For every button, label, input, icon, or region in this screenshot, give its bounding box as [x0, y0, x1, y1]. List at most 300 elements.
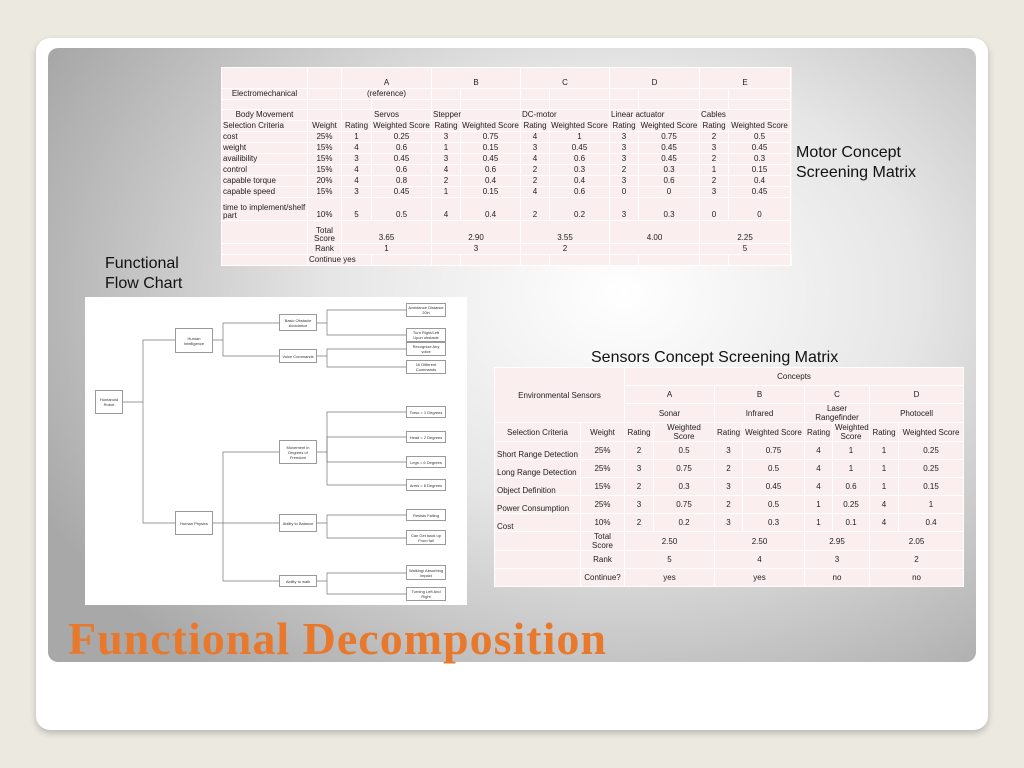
- criteria-weight: 15%: [308, 187, 342, 198]
- score-cell: 0.5: [372, 198, 432, 221]
- continue-value: yes: [625, 569, 715, 587]
- concept-letter: B: [432, 68, 521, 89]
- score-cell: 0.4: [461, 176, 521, 187]
- score-cell: 0.6: [550, 154, 610, 165]
- flow-node-ability-to-walk: Ability to walk: [279, 575, 317, 587]
- flow-node-turn-on-obstacle: Turn Right/Left Upon obstacle: [406, 328, 446, 342]
- criteria-name: weight: [222, 143, 308, 154]
- score-cell: 0.3: [729, 154, 791, 165]
- score-cell: 2: [521, 165, 550, 176]
- blank-cell: [550, 89, 610, 100]
- criteria-row: [222, 187, 792, 198]
- flow-label-line2: Flow Chart: [105, 275, 183, 292]
- flow-node-head: Head = 2 Degrees: [406, 431, 446, 443]
- total-score: 4.00: [610, 221, 700, 244]
- score-cell: 0: [610, 187, 639, 198]
- slide-title: Functional Decomposition: [68, 613, 607, 664]
- total-score: 2.25: [700, 221, 791, 244]
- criteria-weight: 15%: [581, 478, 625, 496]
- blank-cell: [222, 68, 308, 89]
- blank-cell: [308, 89, 342, 100]
- motor-total-row: [222, 221, 792, 244]
- score-cell: 0.3: [654, 478, 715, 496]
- reference-label: (reference): [342, 89, 432, 100]
- concept-letter: D: [610, 68, 700, 89]
- flow-node-movement-dof: Movement in Degrees of Freedom: [279, 440, 317, 464]
- total-score: 3.65: [342, 221, 432, 244]
- total-score: 2.50: [715, 532, 805, 551]
- score-cell: 0.8: [372, 176, 432, 187]
- score-cell: 0.2: [550, 198, 610, 221]
- score-cell: 0: [700, 198, 729, 221]
- blank-cell: [222, 100, 308, 110]
- flow-node-legs: Legs = 6 Degrees: [406, 456, 446, 468]
- criteria-row: [222, 132, 792, 143]
- rank-value: 2: [870, 551, 964, 569]
- motor-label-line2: Screening Matrix: [796, 164, 917, 181]
- score-cell: 4: [342, 176, 372, 187]
- score-cell: 3: [625, 460, 654, 478]
- blank-cell: [639, 89, 700, 100]
- blank-cell: [610, 89, 639, 100]
- rank-label: Rank: [308, 244, 342, 255]
- score-cell: 1: [342, 132, 372, 143]
- score-cell: 3: [610, 154, 639, 165]
- blank-cell: [729, 89, 791, 100]
- criteria-row: [222, 154, 792, 165]
- blank-cell: [372, 100, 432, 110]
- score-cell: 3: [521, 143, 550, 154]
- score-cell: 3: [715, 514, 743, 532]
- blank-cell: [495, 551, 581, 569]
- score-cell: 0.45: [461, 154, 521, 165]
- motor-matrix-label: [796, 143, 916, 183]
- blank-cell: [639, 255, 700, 266]
- motor-concept-row: [222, 110, 792, 121]
- flow-chart-label: [105, 254, 182, 294]
- criteria-row: [222, 198, 792, 221]
- flow-node-ability-to-balance: Ability to Balance: [279, 514, 317, 532]
- score-cell: 4: [805, 442, 833, 460]
- concept-name: DC-motor: [521, 110, 610, 121]
- sensor-rank-row: [495, 551, 964, 569]
- score-cell: 0.45: [729, 143, 791, 154]
- score-cell: 0: [729, 198, 791, 221]
- concept-letter: B: [715, 386, 805, 404]
- total-score: 3.55: [521, 221, 610, 244]
- header-weighted: Weighted Score: [729, 121, 791, 132]
- blank-cell: [639, 100, 700, 110]
- score-cell: 0.75: [654, 460, 715, 478]
- rank-value: [610, 244, 700, 255]
- blank-cell: [700, 255, 729, 266]
- blank-cell: [308, 100, 342, 110]
- motor-label-line1: Motor Concept: [796, 144, 901, 161]
- score-cell: 0: [639, 187, 700, 198]
- total-score: 2.95: [805, 532, 870, 551]
- score-cell: 3: [715, 442, 743, 460]
- blank-cell: [461, 89, 521, 100]
- blank-cell: [791, 255, 792, 266]
- category-label: Body Movement: [222, 110, 308, 121]
- blank-cell: [521, 255, 550, 266]
- criteria-row: [222, 143, 792, 154]
- score-cell: 0.45: [743, 478, 805, 496]
- blank-cell: [461, 100, 521, 110]
- score-cell: 0.5: [743, 460, 805, 478]
- total-label: Total Score: [581, 532, 625, 551]
- criteria-row: [495, 496, 964, 514]
- score-cell: 2: [521, 176, 550, 187]
- score-cell: 0.15: [461, 187, 521, 198]
- concept-name: Stepper: [432, 110, 521, 121]
- criteria-name: availibility: [222, 154, 308, 165]
- score-cell: 2: [625, 442, 654, 460]
- score-cell: 3: [342, 187, 372, 198]
- category-label: Electromechanical: [222, 89, 308, 100]
- continue-label: Continue?: [581, 569, 625, 587]
- score-cell: 0.3: [639, 198, 700, 221]
- flow-node-recognize-voice: Recognize Any voice: [406, 342, 446, 356]
- score-cell: 2: [625, 478, 654, 496]
- score-cell: 4: [342, 143, 372, 154]
- blank-cell: [610, 255, 639, 266]
- score-cell: 0.45: [372, 187, 432, 198]
- functional-flow-chart: [85, 297, 467, 605]
- header-weighted: Weighted Score: [639, 121, 700, 132]
- criteria-weight: 25%: [581, 442, 625, 460]
- flow-node-human-intelligence: Human Intelligence: [175, 328, 213, 353]
- score-cell: 3: [342, 154, 372, 165]
- header-criteria: Selection Criteria: [222, 121, 308, 132]
- score-cell: 0.4: [899, 514, 964, 532]
- rank-value: 5: [625, 551, 715, 569]
- score-cell: 2: [610, 165, 639, 176]
- score-cell: 1: [833, 442, 870, 460]
- concept-letter: E: [700, 68, 791, 89]
- blank-cell: [495, 532, 581, 551]
- blank-cell: [550, 255, 610, 266]
- sensors-screening-matrix: [494, 367, 964, 587]
- concept-name: Infrared: [715, 404, 805, 423]
- flow-node-avoidance-distance: Avoidance Distance 20in: [406, 303, 446, 317]
- sensors-matrix-label: Sensors Concept Screening Matrix: [591, 349, 839, 366]
- score-cell: 0.4: [729, 176, 791, 187]
- concept-letter: D: [870, 386, 964, 404]
- header-rating: Rating: [700, 121, 729, 132]
- score-cell: 0.4: [461, 198, 521, 221]
- flow-node-human-physics: Human Physics: [175, 511, 213, 535]
- score-cell: 3: [610, 198, 639, 221]
- sensor-total-row: [495, 532, 964, 551]
- score-cell: 3: [700, 143, 729, 154]
- score-cell: 1: [550, 132, 610, 143]
- concept-letter: A: [342, 68, 432, 89]
- score-cell: 1: [432, 143, 461, 154]
- header-criteria: Selection Criteria: [495, 423, 581, 442]
- criteria-row: [495, 442, 964, 460]
- sensor-concepts-row: [495, 368, 964, 386]
- concepts-label: Concepts: [625, 368, 964, 386]
- score-cell: 1: [870, 460, 899, 478]
- score-cell: 3: [432, 132, 461, 143]
- criteria-row: [495, 460, 964, 478]
- motor-header-row: [222, 121, 792, 132]
- criteria-weight: 25%: [308, 132, 342, 143]
- score-cell: 2: [521, 198, 550, 221]
- blank-cell: [432, 255, 461, 266]
- score-cell: 2: [432, 176, 461, 187]
- criteria-weight: 25%: [581, 460, 625, 478]
- score-cell: 4: [870, 496, 899, 514]
- score-cell: 2: [700, 154, 729, 165]
- criteria-name: time to implement/shelf part: [222, 198, 308, 221]
- blank-cell: [222, 255, 308, 266]
- blank-cell: [700, 89, 729, 100]
- rank-value: 3: [432, 244, 521, 255]
- score-cell: 1: [870, 442, 899, 460]
- score-cell: 0.6: [372, 165, 432, 176]
- criteria-weight: 15%: [308, 165, 342, 176]
- criteria-name: capable speed: [222, 187, 308, 198]
- blank-cell: [308, 110, 342, 121]
- flow-node-get-back-up: Can Get back up From fall: [406, 530, 446, 545]
- criteria-weight: 20%: [308, 176, 342, 187]
- header-weighted: Weighted Score: [462, 121, 519, 130]
- header-rating: Rating: [715, 423, 743, 442]
- score-cell: 0.75: [639, 132, 700, 143]
- sensor-continue-row: [495, 569, 964, 587]
- score-cell: 4: [870, 514, 899, 532]
- score-cell: 4: [521, 187, 550, 198]
- score-cell: 0.25: [372, 132, 432, 143]
- continue-label: Continue yes: [308, 255, 372, 266]
- criteria-row: [222, 165, 792, 176]
- score-cell: 1: [432, 187, 461, 198]
- score-cell: 0.6: [550, 187, 610, 198]
- criteria-name: cost: [222, 132, 308, 143]
- score-cell: 0.45: [372, 154, 432, 165]
- score-cell: 4: [432, 165, 461, 176]
- blank-cell: [308, 68, 342, 89]
- score-cell: 3: [715, 478, 743, 496]
- score-cell: 4: [521, 154, 550, 165]
- score-cell: 0.15: [899, 478, 964, 496]
- motor-screening-matrix: [221, 67, 792, 266]
- total-score: 2.05: [870, 532, 964, 551]
- score-cell: 0.6: [372, 143, 432, 154]
- flow-node-humanoid-robot: Humanoid Robot: [95, 390, 123, 414]
- score-cell: 4: [805, 478, 833, 496]
- score-cell: 1: [805, 514, 833, 532]
- score-cell: 1: [700, 165, 729, 176]
- score-cell: 0.5: [654, 442, 715, 460]
- header-rating: Rating: [521, 121, 550, 132]
- rank-value: 5: [700, 244, 791, 255]
- criteria-weight: 10%: [581, 514, 625, 532]
- score-cell: 0.45: [639, 154, 700, 165]
- concept-name: Laser Rangefinder: [805, 404, 870, 423]
- score-cell: 2: [715, 496, 743, 514]
- score-cell: 0.4: [550, 176, 610, 187]
- score-cell: 0.3: [639, 165, 700, 176]
- score-cell: 1: [805, 496, 833, 514]
- continue-value: no: [805, 569, 870, 587]
- score-cell: 2: [715, 460, 743, 478]
- flow-node-basic-obstacle-avoidance: Basic Obstacle Avoidance: [279, 314, 317, 331]
- score-cell: 0.3: [550, 165, 610, 176]
- criteria-row: [222, 176, 792, 187]
- total-score: 2.90: [432, 221, 521, 244]
- criteria-weight: 15%: [308, 143, 342, 154]
- concept-name: Servos: [342, 110, 432, 121]
- motor-electromechanical-row: [222, 89, 792, 100]
- criteria-name: Power Consumption: [495, 496, 581, 514]
- score-cell: 0.45: [729, 187, 791, 198]
- blank-cell: [342, 100, 372, 110]
- rank-value: 4: [715, 551, 805, 569]
- concept-letter: C: [521, 68, 610, 89]
- score-cell: 3: [610, 143, 639, 154]
- criteria-name: Long Range Detection: [495, 460, 581, 478]
- motor-spacer-row: [222, 100, 792, 110]
- environmental-sensors-label: Environmental Sensors: [495, 368, 625, 423]
- score-cell: 4: [521, 132, 550, 143]
- score-cell: 0.75: [654, 496, 715, 514]
- flow-node-different-commands: 16 Different Commands: [406, 360, 446, 374]
- score-cell: 2: [700, 132, 729, 143]
- header-weighted: Weighted Score: [551, 121, 608, 130]
- criteria-row: [495, 478, 964, 496]
- criteria-name: Object Definition: [495, 478, 581, 496]
- blank-cell: [461, 255, 521, 266]
- motor-letter-row: [222, 68, 792, 89]
- score-cell: 1: [899, 496, 964, 514]
- header-weighted: Weighted Score: [654, 423, 715, 442]
- concept-name: Sonar: [625, 404, 715, 423]
- score-cell: 0.75: [461, 132, 521, 143]
- flow-node-torso: Torso = 1 Degrees: [406, 406, 446, 418]
- score-cell: 3: [625, 496, 654, 514]
- score-cell: 0.15: [461, 143, 521, 154]
- flow-node-resists-falling: Resists Falling: [406, 509, 446, 521]
- sensor-header-row: [495, 423, 964, 442]
- criteria-row: [495, 514, 964, 532]
- score-cell: 3: [700, 187, 729, 198]
- blank-cell: [729, 100, 791, 110]
- criteria-name: Cost: [495, 514, 581, 532]
- score-cell: 4: [432, 198, 461, 221]
- score-cell: 0.45: [639, 143, 700, 154]
- header-rating: Rating: [805, 423, 833, 442]
- score-cell: 0.5: [729, 132, 791, 143]
- header-rating: Rating: [432, 121, 461, 132]
- score-cell: 4: [342, 165, 372, 176]
- score-cell: 3: [610, 132, 639, 143]
- blank-cell: [521, 89, 550, 100]
- concept-letter: C: [805, 386, 870, 404]
- score-cell: 0.25: [899, 460, 964, 478]
- header-rating: Rating: [610, 121, 639, 132]
- header-weighted: Weighted Score: [743, 423, 805, 442]
- score-cell: 3: [432, 154, 461, 165]
- score-cell: 0.25: [833, 496, 870, 514]
- blank-cell: [729, 255, 791, 266]
- motor-continue-row: [222, 255, 792, 266]
- total-label: Total Score: [308, 221, 342, 244]
- concept-name: Cables: [700, 110, 791, 121]
- score-cell: 0.6: [461, 165, 521, 176]
- total-score: 2.50: [625, 532, 715, 551]
- concept-letter: A: [625, 386, 715, 404]
- header-weight: Weight: [308, 121, 342, 132]
- concept-name: Linear actuator: [610, 110, 700, 121]
- blank-cell: [432, 100, 461, 110]
- rank-value: 3: [805, 551, 870, 569]
- continue-value: no: [870, 569, 964, 587]
- score-cell: 0.1: [833, 514, 870, 532]
- blank-cell: [222, 221, 308, 244]
- score-cell: 2: [625, 514, 654, 532]
- score-cell: 0.25: [899, 442, 964, 460]
- flow-node-turning: Turning Left And Right: [406, 587, 446, 601]
- rank-label: Rank: [581, 551, 625, 569]
- header-weighted: Weighted Score: [833, 423, 870, 442]
- continue-value: yes: [715, 569, 805, 587]
- criteria-weight: 10%: [308, 198, 342, 221]
- flow-node-arms: Arms = 8 Degrees: [406, 479, 446, 491]
- blank-cell: [222, 244, 308, 255]
- header-weight: Weight: [581, 423, 625, 442]
- criteria-name: control: [222, 165, 308, 176]
- score-cell: 0.3: [743, 514, 805, 532]
- score-cell: 0.15: [729, 165, 791, 176]
- flow-node-walking-absorbing: Walking/ Absorbing impact: [406, 565, 446, 580]
- header-rating: Rating: [870, 423, 899, 442]
- header-rating: Rating: [625, 423, 654, 442]
- criteria-weight: 15%: [308, 154, 342, 165]
- score-cell: 0.75: [743, 442, 805, 460]
- criteria-name: Short Range Detection: [495, 442, 581, 460]
- score-cell: 2: [700, 176, 729, 187]
- blank-cell: [372, 255, 432, 266]
- rank-value: 1: [342, 244, 432, 255]
- rank-value: 2: [521, 244, 610, 255]
- score-cell: 4: [805, 460, 833, 478]
- blank-cell: [495, 569, 581, 587]
- flow-label-line1: Functional: [105, 255, 179, 272]
- blank-cell: [700, 100, 729, 110]
- header-weighted: Weighted Score: [373, 121, 430, 130]
- score-cell: 0.6: [639, 176, 700, 187]
- score-cell: 5: [342, 198, 372, 221]
- header-rating: Rating: [342, 121, 372, 132]
- motor-rank-row: [222, 244, 792, 255]
- blank-cell: [521, 100, 550, 110]
- blank-cell: [432, 89, 461, 100]
- header-weighted: Weighted Score: [899, 423, 964, 442]
- concept-name: Photocell: [870, 404, 964, 423]
- score-cell: 0.45: [550, 143, 610, 154]
- score-cell: 1: [833, 460, 870, 478]
- blank-cell: [550, 100, 610, 110]
- blank-cell: [610, 100, 639, 110]
- score-cell: 3: [610, 176, 639, 187]
- criteria-weight: 25%: [581, 496, 625, 514]
- criteria-name: capable torque: [222, 176, 308, 187]
- flow-node-voice-commands: Voice Commands: [279, 349, 317, 363]
- score-cell: 0.5: [743, 496, 805, 514]
